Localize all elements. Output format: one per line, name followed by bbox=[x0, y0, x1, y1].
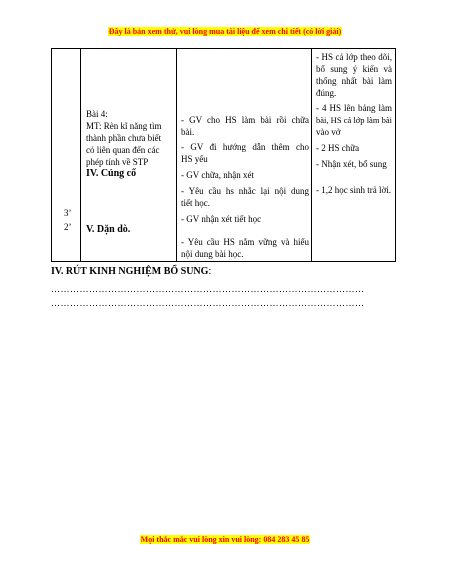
objective-line: MT: Rèn kĩ năng tìm bbox=[86, 121, 162, 131]
student-line: đúng. bbox=[316, 88, 337, 98]
time-value: 3’ bbox=[64, 208, 72, 218]
student-activity-column bbox=[312, 49, 396, 262]
teacher-line: - GV đi hướng dẫn thêm cho bbox=[181, 142, 309, 152]
teacher-activity-column bbox=[177, 49, 312, 262]
teacher-line: nội dung bài học. bbox=[181, 249, 244, 259]
student-line: - HS cả lớp theo dõi, bbox=[316, 52, 392, 62]
student-line: bổ sung ý kiến và bbox=[316, 64, 392, 74]
teacher-line: - Yêu cầu HS nắm vững và hiểu bbox=[181, 237, 309, 247]
objective-line: phép tính về STP bbox=[86, 157, 149, 167]
student-line: thống nhất bài làm bbox=[316, 76, 392, 86]
student-line: - 2 HS chữa bbox=[316, 143, 360, 153]
teacher-line: - GV nhận xét tiết học bbox=[181, 214, 262, 224]
dotted-line: ……………………………………………………………………………………… bbox=[51, 298, 365, 308]
preview-banner bbox=[0, 27, 450, 37]
teacher-line: - GV chữa, nhận xét bbox=[181, 170, 254, 180]
lesson-label: Bài 4: bbox=[86, 109, 108, 119]
content-block bbox=[86, 108, 178, 180]
section-title bbox=[51, 266, 211, 278]
time-column bbox=[52, 49, 81, 262]
section-homework-heading: V. Dặn dò. bbox=[86, 224, 131, 235]
content-column bbox=[81, 49, 177, 262]
dotted-line: ……………………………………………………………………………………… bbox=[51, 284, 365, 294]
section-title-text: IV. RÚT KINH NGHIỆM BỔ SUNG bbox=[51, 266, 209, 277]
objective-line: có liên quan đến các bbox=[86, 145, 160, 155]
table-row bbox=[52, 49, 396, 262]
student-line: vào vở bbox=[316, 127, 341, 137]
time-value: 2’ bbox=[64, 222, 72, 232]
teacher-line: bài. bbox=[181, 127, 195, 137]
objective-line: thành phần chưa biết bbox=[86, 133, 162, 143]
contact-banner-text: Mọi thắc mắc vui lòng xin vui lòng: 084 283 45 85 bbox=[140, 535, 310, 544]
teacher-line: - Yêu cầu hs nhắc lại nội dung bbox=[181, 186, 309, 196]
teacher-line: tiết học. bbox=[181, 198, 210, 208]
student-line: - Nhận xét, bổ sung bbox=[316, 159, 387, 169]
preview-banner-text: Đây là bản xem thử, vui lòng mua tài liệu để xem chi tiết (có lời giải) bbox=[108, 27, 342, 36]
teacher-line: - GV cho HS làm bài rồi chữa bbox=[181, 115, 309, 125]
teacher-line: HS yếu bbox=[181, 154, 208, 164]
student-line: bài, HS cả lớp làm bài bbox=[316, 115, 392, 125]
section-review-heading: IV. Củng cố bbox=[86, 168, 137, 179]
section-title-suffix: : bbox=[208, 266, 212, 277]
student-line: - 4 HS lên bảng làm bbox=[316, 103, 392, 113]
contact-banner bbox=[0, 535, 450, 545]
student-line: - 1,2 học sinh trả lời. bbox=[316, 185, 391, 195]
lesson-plan-table bbox=[51, 48, 396, 262]
